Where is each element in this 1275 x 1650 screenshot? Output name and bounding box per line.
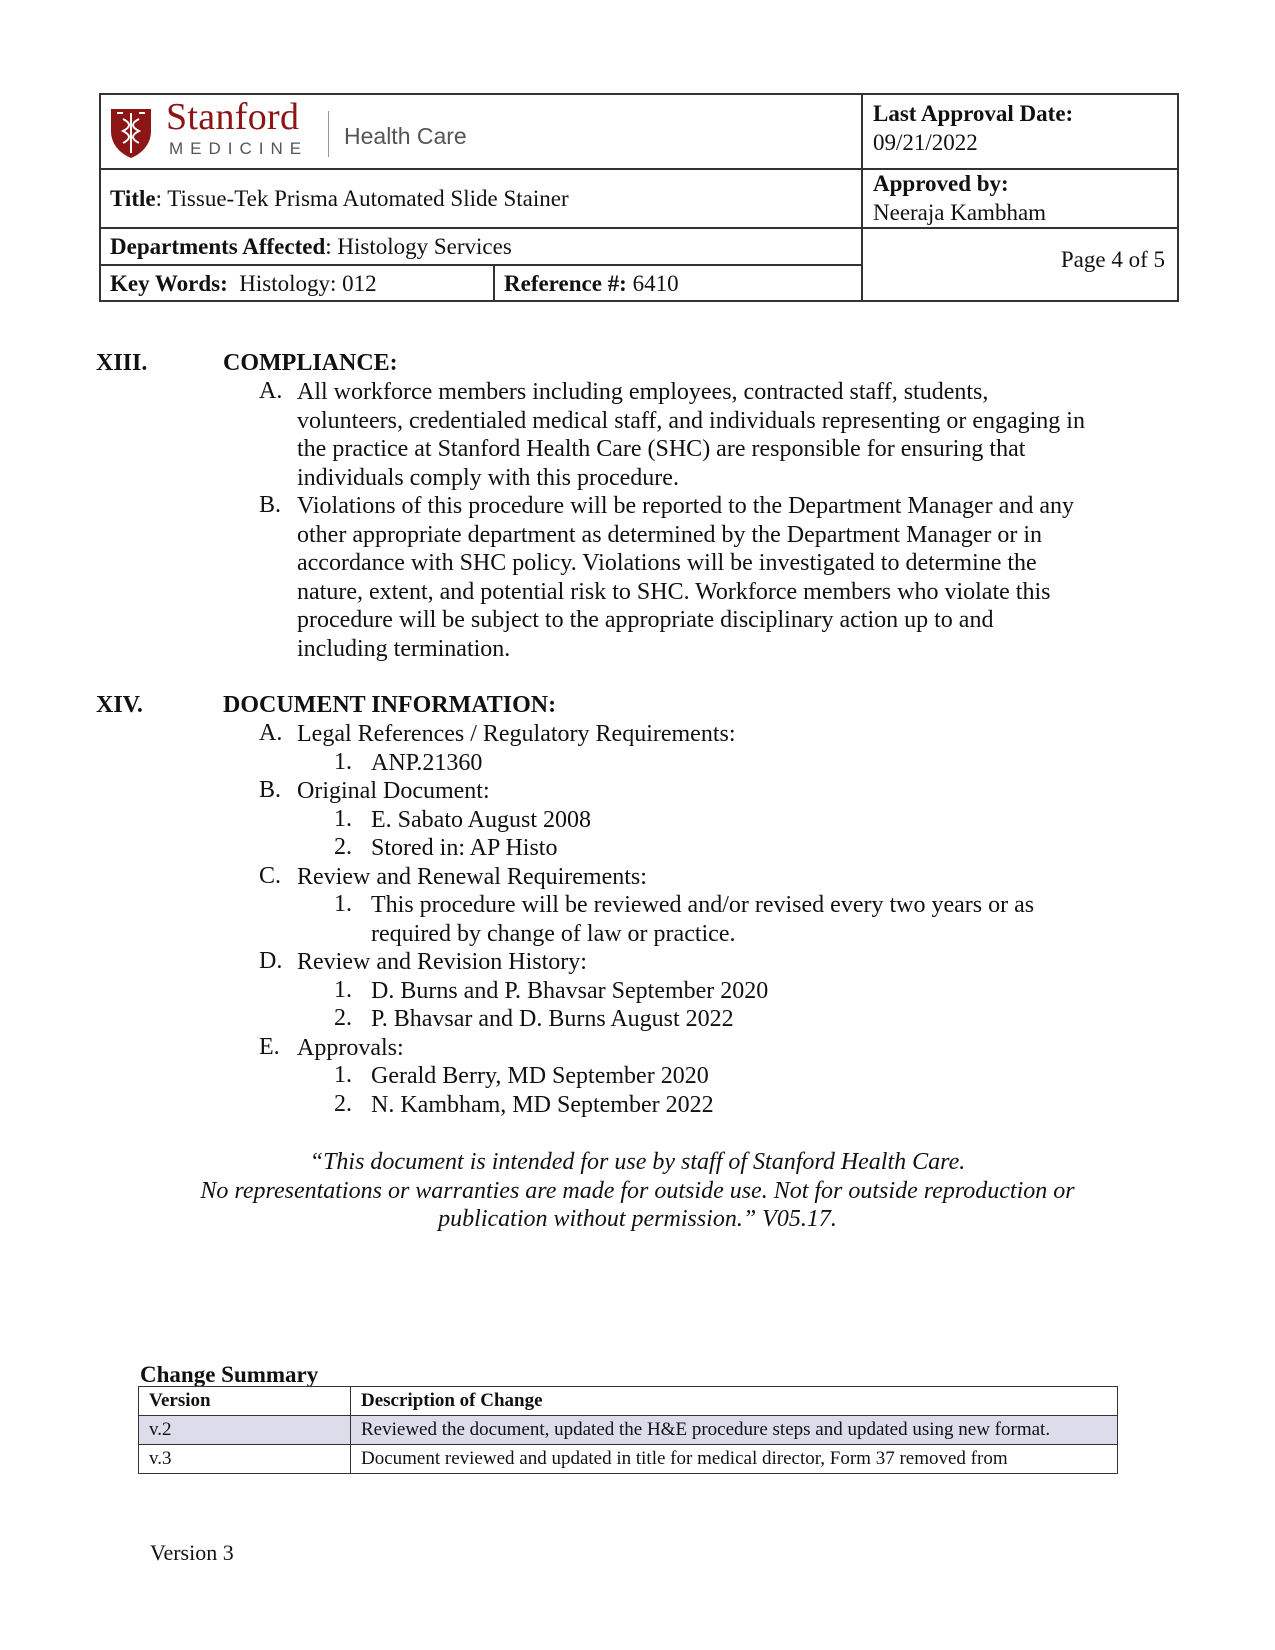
paragraph-line: Violations of this procedure will be reported to the Department Manager and any	[297, 493, 1074, 519]
list-marker: A.	[259, 378, 283, 404]
sublist-item: D. Burns and P. Bhavsar September 2020	[371, 977, 769, 1004]
list-marker: B.	[259, 777, 282, 803]
departments-label: Departments Affected	[110, 234, 326, 259]
paragraph-line: other appropriate department as determined by the Department Manager or in	[297, 521, 1043, 548]
column-header: Description of Change	[351, 1387, 1118, 1416]
sublist-marker: 2.	[334, 1005, 352, 1031]
change-summary-title: Change Summary	[140, 1362, 319, 1387]
table-cell: Reviewed the document, updated the H&E procedure steps and updated using new format.	[351, 1416, 1118, 1445]
sublist-item: This procedure will be reviewed and/or revised every two years or as	[371, 892, 1035, 918]
logo-divider	[328, 111, 329, 157]
sublist-marker: 1.	[334, 891, 352, 917]
stanford-shield-icon	[109, 105, 153, 159]
section-number: XIV.	[96, 692, 143, 718]
paragraph-line: accordance with SHC policy. Violations will be investigated to determine the	[297, 550, 1037, 576]
title-row	[110, 185, 569, 212]
paragraph-line: All workforce members including employees, contracted staff, students,	[297, 379, 989, 405]
last-approval-label: Last Approval Date:	[873, 101, 1074, 126]
keywords-row	[110, 270, 377, 297]
disclaimer-line: “This document is intended for use by staff of Stanford Health Care.	[309, 1149, 966, 1175]
sublist-marker: 1.	[334, 1062, 352, 1088]
page-footer-version: Version 3	[150, 1540, 234, 1565]
last-approval-value: 09/21/2022	[873, 130, 978, 155]
list-marker: C.	[259, 862, 282, 889]
table-row	[139, 1416, 1118, 1445]
sublist-marker: 1.	[334, 748, 352, 775]
list-marker: E.	[259, 1033, 280, 1060]
logo-medicine-word: MEDICINE	[169, 139, 309, 158]
disclaimer-line: publication without permission.” V05.17.	[438, 1206, 837, 1232]
sublist-item: N. Kambham, MD September 2022	[371, 1091, 714, 1118]
document-header-table	[99, 93, 1179, 302]
disclaimer-line: No representations or warranties are made for outside use. Not for outside reproduction or	[200, 1177, 1075, 1204]
list-item: Approvals:	[297, 1034, 404, 1061]
table-cell: v.2	[139, 1416, 351, 1445]
reference-label: Reference #:	[504, 271, 627, 296]
section-title: COMPLIANCE:	[223, 350, 398, 376]
list-item: Original Document:	[297, 778, 490, 804]
table-header-row	[139, 1387, 1118, 1416]
list-item: Review and Renewal Requirements:	[297, 863, 647, 890]
table-cell: v.3	[139, 1445, 351, 1474]
table-row	[139, 1445, 1118, 1474]
section-number: XIII.	[96, 350, 148, 376]
keywords-value: Histology: 012	[239, 271, 377, 296]
approved-by-value: Neeraja Kambham	[873, 200, 1047, 225]
logo-health-care-word: Health Care	[344, 123, 467, 149]
list-marker: A.	[259, 720, 283, 746]
reference-row	[504, 270, 679, 297]
page-number: Page 4 of 5	[1060, 247, 1165, 272]
paragraph-line: the practice at Stanford Health Care (SHC) are responsible for ensuring that	[297, 436, 1026, 462]
sublist-item: E. Sabato August 2008	[371, 806, 591, 833]
paragraph-line: including termination.	[297, 635, 511, 662]
sublist-item: Stored in: AP Histo	[371, 835, 558, 861]
list-item: Legal References / Regulatory Requirements:	[297, 721, 736, 747]
departments-value: : Histology Services	[325, 234, 512, 259]
sublist-marker: 2.	[334, 1090, 352, 1117]
paragraph-line: nature, extent, and potential risk to SHC. Workforce members who violate this	[297, 578, 1051, 605]
list-item: Review and Revision History:	[297, 949, 587, 975]
paragraph-line: procedure will be subject to the appropriate disciplinary action up to and	[297, 607, 994, 633]
sublist-item: Gerald Berry, MD September 2020	[371, 1063, 709, 1089]
sublist-item-continued: required by change of law or practice.	[371, 920, 736, 947]
list-marker: B.	[259, 492, 282, 518]
sublist-marker: 2.	[334, 834, 352, 860]
sublist-marker: 1.	[334, 805, 352, 832]
section-title: DOCUMENT INFORMATION:	[223, 692, 557, 718]
departments-row	[110, 233, 512, 260]
list-marker: D.	[259, 948, 283, 974]
table-cell: Document reviewed and updated in title for medical director, Form 37 removed from	[351, 1445, 1118, 1474]
sublist-marker: 1.	[334, 976, 352, 1003]
sublist-item: P. Bhavsar and D. Burns August 2022	[371, 1006, 734, 1032]
sublist-item: ANP.21360	[371, 749, 483, 776]
change-summary-table	[138, 1386, 1118, 1474]
title-value: : Tissue-Tek Prisma Automated Slide Stainer	[155, 186, 569, 211]
paragraph-line: volunteers, credentialed medical staff, and individuals representing or engaging in	[297, 407, 1085, 434]
logo-stanford-word: Stanford	[166, 96, 300, 138]
paragraph-line: individuals comply with this procedure.	[297, 464, 679, 491]
keywords-label: Key Words:	[110, 271, 228, 296]
title-label: Title	[110, 186, 156, 211]
column-header: Version	[139, 1387, 351, 1416]
approved-by-label: Approved by:	[873, 171, 1009, 196]
reference-value: 6410	[632, 271, 679, 296]
